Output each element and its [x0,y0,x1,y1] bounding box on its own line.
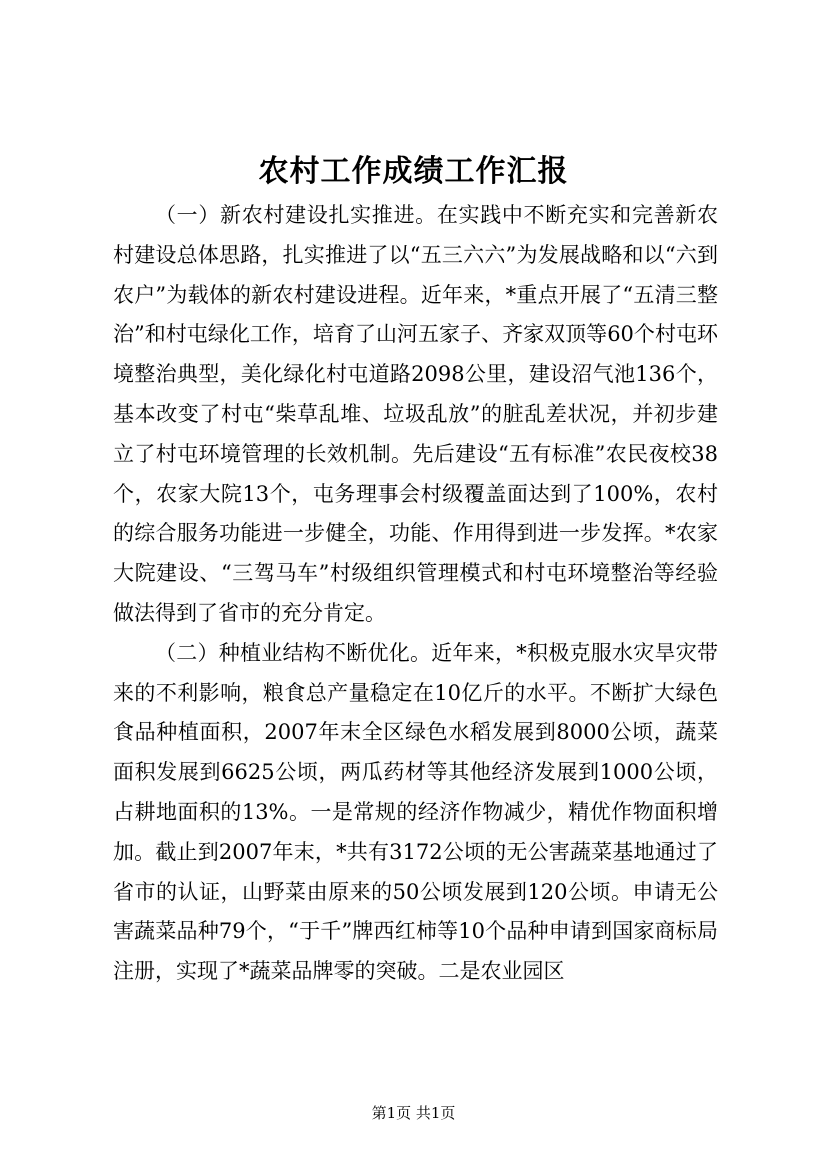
paragraph-2: （二）种植业结构不断优化。近年来，*积极克服水灾旱灾带来的不利影响，粮食总产量稳定在10亿斤的水平。不断扩大绿色食品种植面积，2007年末全区绿色水稻发展到8000公顷，蔬菜面积发展到6625公顷，两瓜药材等其他经济发展到1000公顷，占耕地面积的13%。一是常规的经济作物减少，精优作物面积增加。截止到2007年末，*共有3172公顷的无公害蔬菜基地通过了省市的认证，山野菜由原来的50公顷发展到120公顷。申请无公害蔬菜品种79个，“于千”牌西红柿等10个品种申请到国家商标局注册，实现了*蔬菜品牌零的突破。二是农业园区 [113,640,718,984]
page-footer: 第1页 共1页 [371,1104,456,1122]
document-body [113,196,718,992]
document-title: 农村工作成绩工作汇报 [258,154,569,189]
paragraph-1: （一）新农村建设扎实推进。在实践中不断充实和完善新农村建设总体思路，扎实推进了以“五三六六”为发展战略和以“六到农户”为载体的新农村建设进程。近年来，*重点开展了“五清三整治”和村屯绿化工作，培育了山河五家子、齐家双顶等60个村屯环境整治典型，美化绿化村屯道路2098公里，建设沼气池136个，基本改变了村屯“柴草乱堆、垃圾乱放”的脏乱差状况，并初步建立了村屯环境管理的长效机制。先后建设“五有标准”农民夜校38个，农家大院13个，屯务理事会村级覆盖面达到了100%，农村的综合服务功能进一步健全，功能、作用得到进一步发挥。*农家大院建设、“三驾马车”村级组织管理模式和村屯环境整治等经验做法得到了省市的充分肯定。 [113,203,718,625]
